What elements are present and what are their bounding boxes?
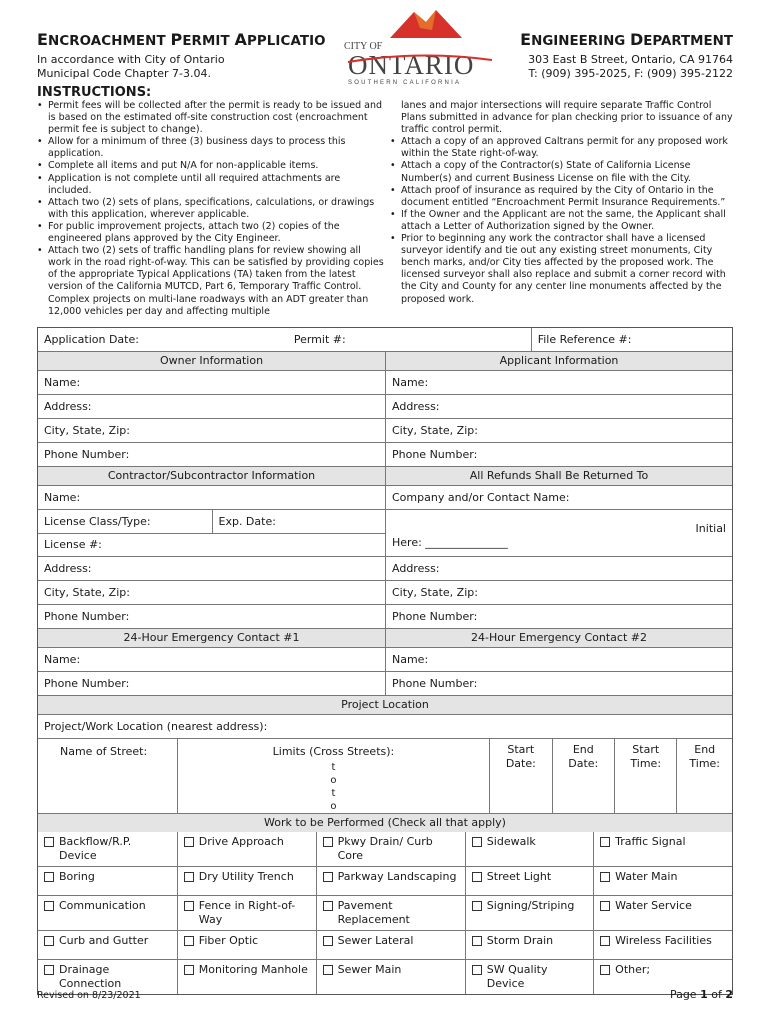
to-letters: t o t o bbox=[330, 762, 337, 812]
limits-field[interactable] bbox=[177, 739, 489, 813]
work-option[interactable] bbox=[465, 832, 593, 866]
work-option[interactable] bbox=[593, 931, 732, 959]
work-option-label: Traffic Signal bbox=[615, 835, 686, 848]
checkbox[interactable] bbox=[323, 965, 333, 975]
contractor-info-heading: Contractor/Subcontractor Information bbox=[38, 467, 385, 485]
work-option-label: Other; bbox=[615, 963, 651, 976]
applicant-phone-field[interactable]: Phone Number: bbox=[385, 443, 732, 466]
work-option[interactable] bbox=[177, 931, 316, 959]
work-option-label: Water Service bbox=[615, 899, 692, 912]
work-option[interactable] bbox=[316, 896, 465, 930]
applicant-address-field[interactable]: Address: bbox=[385, 395, 732, 418]
refund-phone-field[interactable]: Phone Number: bbox=[385, 605, 732, 628]
refund-company-field[interactable]: Company and/or Contact Name: bbox=[385, 486, 732, 509]
work-option-label: Backflow/R.P. Device bbox=[59, 835, 132, 862]
work-option[interactable] bbox=[38, 931, 177, 959]
refund-address-field[interactable]: Address: bbox=[385, 557, 732, 580]
instructions-right bbox=[390, 100, 736, 306]
instructions-left bbox=[37, 100, 385, 318]
exp-date-field[interactable]: Exp. Date: bbox=[212, 510, 386, 533]
work-option[interactable] bbox=[316, 832, 465, 866]
work-row bbox=[38, 866, 732, 895]
work-checklist bbox=[38, 832, 732, 994]
start-date-field[interactable]: Start Date: bbox=[489, 739, 551, 813]
applicant-city-field[interactable]: City, State, Zip: bbox=[385, 419, 732, 442]
file-reference-field[interactable]: File Reference #: bbox=[531, 328, 732, 351]
checkbox[interactable] bbox=[44, 965, 54, 975]
work-option-label: Sewer Main bbox=[337, 963, 402, 976]
checkbox[interactable] bbox=[472, 872, 482, 882]
checkbox[interactable] bbox=[44, 872, 54, 882]
instruction-item: • Attach proof of insurance as required by the City of Ontario in the document entitled “Encroachment Permit Insurance Requirements.” bbox=[390, 185, 736, 209]
license-class-field[interactable]: License Class/Type: bbox=[44, 514, 151, 528]
project-address-field[interactable]: Project/Work Location (nearest address): bbox=[44, 719, 268, 733]
instruction-item: • For public improvement projects, attach two (2) copies of the engineered plans approved by the City Engineer. bbox=[37, 221, 385, 245]
instruction-item: • Attach two (2) sets of traffic handling plans for review showing all work in the road right-of-way. This can be satisfied by providing copies of the appropriate Typical Applications (TA) taken from the latest version of the California MUTCD, Part 6, Temporary Traffic Control. Complex projects on multi-lane roadways with an ADT greater than 12,000 vehicles per day and affecting multiple bbox=[37, 245, 385, 318]
department-name: ENGINEERING DEPARTMENT bbox=[520, 30, 733, 49]
work-option[interactable] bbox=[465, 960, 593, 994]
emergency2-phone-field[interactable]: Phone Number: bbox=[385, 672, 732, 695]
checkbox[interactable] bbox=[323, 901, 333, 911]
work-option[interactable] bbox=[177, 832, 316, 866]
work-option[interactable] bbox=[177, 960, 316, 994]
work-option-label: Pavement Replacement bbox=[337, 899, 410, 926]
end-date-field[interactable]: End Date: bbox=[552, 739, 614, 813]
instruction-item: • If the Owner and the Applicant are not the same, the Applicant shall attach a Letter of Authorization signed by the Owner. bbox=[390, 209, 736, 233]
work-option-label: Fiber Optic bbox=[198, 934, 259, 947]
work-option-label: Sidewalk bbox=[486, 835, 536, 848]
checkbox[interactable] bbox=[44, 837, 54, 847]
checkbox[interactable] bbox=[472, 837, 482, 847]
checkbox[interactable] bbox=[600, 901, 610, 911]
instruction-item: • Attach a copy of an approved Caltrans permit for any proposed work within the State right-of-way. bbox=[390, 136, 736, 160]
permit-form bbox=[37, 327, 733, 995]
work-option[interactable] bbox=[465, 867, 593, 895]
work-option-label: Boring bbox=[59, 870, 95, 883]
project-location-heading: Project Location bbox=[38, 696, 732, 714]
work-option-label: Storm Drain bbox=[486, 934, 554, 947]
code-reference: In accordance with City of Ontario Municipal Code Chapter 7-3.04. bbox=[37, 53, 225, 80]
contractor-address-field[interactable]: Address: bbox=[44, 561, 92, 575]
permit-number-field[interactable]: Permit #: bbox=[293, 332, 346, 346]
work-option[interactable] bbox=[316, 960, 465, 994]
work-option-label: Sewer Lateral bbox=[337, 934, 414, 947]
work-option-label: Communication bbox=[59, 899, 146, 912]
page-number: Page 1 of 2 bbox=[669, 988, 733, 1001]
checkbox[interactable] bbox=[44, 901, 54, 911]
checkbox[interactable] bbox=[184, 901, 194, 911]
owner-address-field[interactable]: Address: bbox=[44, 399, 92, 413]
instruction-item: • Attach a copy of the Contractor(s) State of California License Number(s) and current Business License on file with the City. bbox=[390, 160, 736, 184]
logo-city-of: CITY OF bbox=[344, 41, 383, 52]
start-time-field[interactable]: Start Time: bbox=[614, 739, 676, 813]
instruction-item: • Permit fees will be collected after the permit is ready to be issued and is based on the estimated off-site construction cost (encroachment permit fee is subject to change). bbox=[37, 100, 385, 136]
initial-label: Initial bbox=[695, 522, 726, 535]
document-title: ENCROACHMENT PERMIT APPLICATIO bbox=[37, 30, 326, 49]
work-performed-heading: Work to be Performed (Check all that apply) bbox=[38, 814, 732, 832]
work-row bbox=[38, 930, 732, 959]
revision-date: Revised on 8/23/2021 bbox=[37, 990, 141, 1001]
contractor-city-field[interactable]: City, State, Zip: bbox=[44, 585, 130, 599]
work-option-label: Street Light bbox=[486, 870, 552, 883]
limits-label: Limits (Cross Streets): bbox=[272, 745, 395, 758]
work-option[interactable] bbox=[465, 896, 593, 930]
license-number-field[interactable]: License #: bbox=[38, 533, 385, 556]
checkbox[interactable] bbox=[184, 936, 194, 946]
work-option-label: SW Quality Device bbox=[486, 963, 548, 990]
checkbox[interactable] bbox=[600, 872, 610, 882]
applicant-info-heading: Applicant Information bbox=[385, 352, 732, 370]
work-option[interactable] bbox=[38, 896, 177, 930]
work-row bbox=[38, 959, 732, 994]
work-option[interactable] bbox=[316, 867, 465, 895]
instruction-item: • Prior to beginning any work the contractor shall have a licensed surveyor identify and tie out any existing street monuments, City bench marks, and/or City ties affected by the proposed work. The licensed surveyor shall also replace and submit a corner record with the City and County for any center line monuments affected by the proposed work. bbox=[390, 233, 736, 306]
work-option[interactable] bbox=[177, 867, 316, 895]
owner-city-field[interactable]: City, State, Zip: bbox=[44, 423, 130, 437]
work-option[interactable] bbox=[593, 896, 732, 930]
work-option-label: Drainage Connection bbox=[59, 963, 122, 990]
checkbox[interactable] bbox=[600, 965, 610, 975]
refunds-heading: All Refunds Shall Be Returned To bbox=[385, 467, 732, 485]
emergency1-name-field[interactable]: Name: bbox=[44, 652, 81, 666]
work-option-label: Wireless Facilities bbox=[615, 934, 712, 947]
header-left bbox=[37, 30, 347, 81]
instruction-item: • Application is not complete until all required attachments are included. bbox=[37, 173, 385, 197]
end-time-field[interactable]: End Time: bbox=[676, 739, 732, 813]
instructions-heading: INSTRUCTIONS: bbox=[37, 85, 152, 100]
logo-region: SOUTHERN CALIFORNIA bbox=[348, 80, 462, 86]
checkbox[interactable] bbox=[323, 936, 333, 946]
emergency2-name-field[interactable]: Name: bbox=[385, 648, 732, 671]
work-row bbox=[38, 832, 732, 866]
work-option-label: Parkway Landscaping bbox=[337, 870, 457, 883]
work-option-label: Pkwy Drain/ Curb Core bbox=[337, 835, 433, 862]
instruction-item: • Complete all items and put N/A for non-applicable items. bbox=[37, 160, 385, 172]
work-option-label: Curb and Gutter bbox=[59, 934, 149, 947]
work-option[interactable] bbox=[38, 960, 177, 994]
checkbox[interactable] bbox=[600, 936, 610, 946]
city-of-ontario-logo bbox=[340, 8, 500, 88]
work-option-label: Drive Approach bbox=[198, 835, 284, 848]
work-option[interactable] bbox=[38, 832, 177, 866]
checkbox[interactable] bbox=[323, 872, 333, 882]
work-option[interactable] bbox=[593, 867, 732, 895]
work-option-label: Signing/Striping bbox=[486, 899, 575, 912]
emergency1-phone-field[interactable]: Phone Number: bbox=[44, 676, 130, 690]
work-option[interactable] bbox=[465, 931, 593, 959]
checkbox[interactable] bbox=[184, 837, 194, 847]
work-option[interactable] bbox=[177, 896, 316, 930]
checkbox[interactable] bbox=[323, 837, 333, 847]
refund-city-field[interactable]: City, State, Zip: bbox=[385, 581, 732, 604]
instruction-continuation: lanes and major intersections will require separate Traffic Control Plans submitted in advance for plan checking prior to issuance of any traffic control permit. bbox=[401, 100, 733, 136]
checkbox[interactable] bbox=[472, 965, 482, 975]
work-option-label: Fence in Right-of-Way bbox=[198, 899, 296, 926]
department-contact: 303 East B Street, Ontario, CA 91764 T: (909) 395-2025, F: (909) 395-2122 bbox=[528, 53, 733, 80]
owner-phone-field[interactable]: Phone Number: bbox=[44, 447, 130, 461]
street-name-field[interactable]: Name of Street: bbox=[60, 745, 148, 758]
owner-name-field[interactable]: Name: bbox=[44, 375, 81, 389]
work-option-label: Dry Utility Trench bbox=[198, 870, 294, 883]
checkbox[interactable] bbox=[184, 965, 194, 975]
work-option-label: Water Main bbox=[615, 870, 678, 883]
work-option[interactable] bbox=[593, 832, 732, 866]
instruction-item: • Attach two (2) sets of plans, specifications, calculations, or drawings with this application, wherever applicable. bbox=[37, 197, 385, 221]
instruction-item: • Allow for a minimum of three (3) business days to process this application. bbox=[37, 136, 385, 160]
initial-here-line: Here: _______________ bbox=[392, 536, 508, 549]
applicant-name-field[interactable]: Name: bbox=[385, 371, 732, 394]
emergency-contact-2-heading: 24-Hour Emergency Contact #2 bbox=[385, 629, 732, 647]
header-right bbox=[520, 30, 733, 81]
work-option[interactable] bbox=[38, 867, 177, 895]
contractor-name-field[interactable]: Name: bbox=[44, 490, 81, 504]
logo-name: ONTARIO bbox=[348, 50, 475, 80]
work-row bbox=[38, 895, 732, 930]
checkbox[interactable] bbox=[184, 872, 194, 882]
contractor-phone-field[interactable]: Phone Number: bbox=[44, 609, 130, 623]
checkbox[interactable] bbox=[472, 901, 482, 911]
checkbox[interactable] bbox=[472, 936, 482, 946]
work-option-label: Monitoring Manhole bbox=[198, 963, 308, 976]
owner-info-heading: Owner Information bbox=[38, 352, 385, 370]
application-date-field[interactable]: Application Date: bbox=[44, 332, 139, 346]
initial-here-field[interactable] bbox=[385, 522, 732, 556]
checkbox[interactable] bbox=[600, 837, 610, 847]
checkbox[interactable] bbox=[44, 936, 54, 946]
work-option[interactable] bbox=[316, 931, 465, 959]
emergency-contact-1-heading: 24-Hour Emergency Contact #1 bbox=[38, 629, 385, 647]
